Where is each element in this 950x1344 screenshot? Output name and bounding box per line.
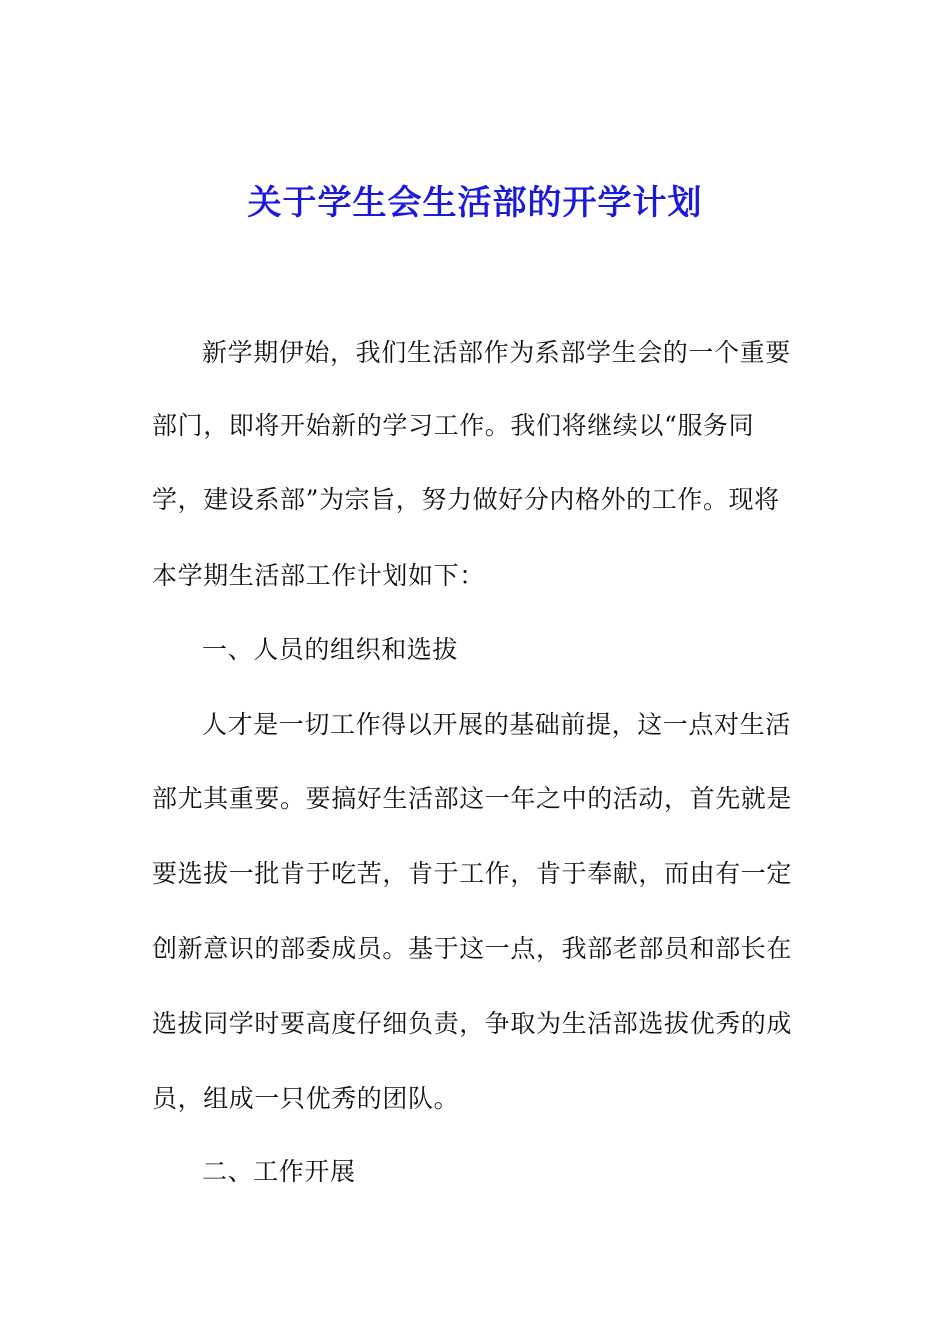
- paragraph-line: 部尤其重要。要搞好生活部这一年之中的活动，首先就是: [152, 784, 793, 813]
- paragraph-line: 本学期生活部工作计划如下：: [152, 561, 485, 590]
- page-title: 关于学生会生活部的开学计划: [247, 183, 703, 223]
- paragraph-line: 创新意识的部委成员。基于这一点，我部老部员和部长在: [152, 934, 793, 963]
- paragraph-line: 要选拔一批肯于吃苦，肯于工作，肯于奉献，而由有一定: [152, 859, 793, 888]
- paragraph-line: 部门，即将开始新的学习工作。我们将继续以“服务同: [152, 411, 755, 440]
- paragraph-line: 学，建设系部”为宗旨，努力做好分内格外的工作。现将: [152, 485, 780, 514]
- paragraph-line: 人才是一切工作得以开展的基础前提，这一点对生活: [202, 710, 791, 739]
- paragraph-line: 员，组成一只优秀的团队。: [152, 1084, 460, 1113]
- paragraph-line: 新学期伊始，我们生活部作为系部学生会的一个重要: [202, 338, 791, 367]
- paragraph-line: 选拔同学时要高度仔细负责，争取为生活部选拔优秀的成: [152, 1009, 793, 1038]
- section-heading: 一、人员的组织和选拔: [202, 635, 459, 664]
- section-heading: 二、工作开展: [202, 1157, 356, 1186]
